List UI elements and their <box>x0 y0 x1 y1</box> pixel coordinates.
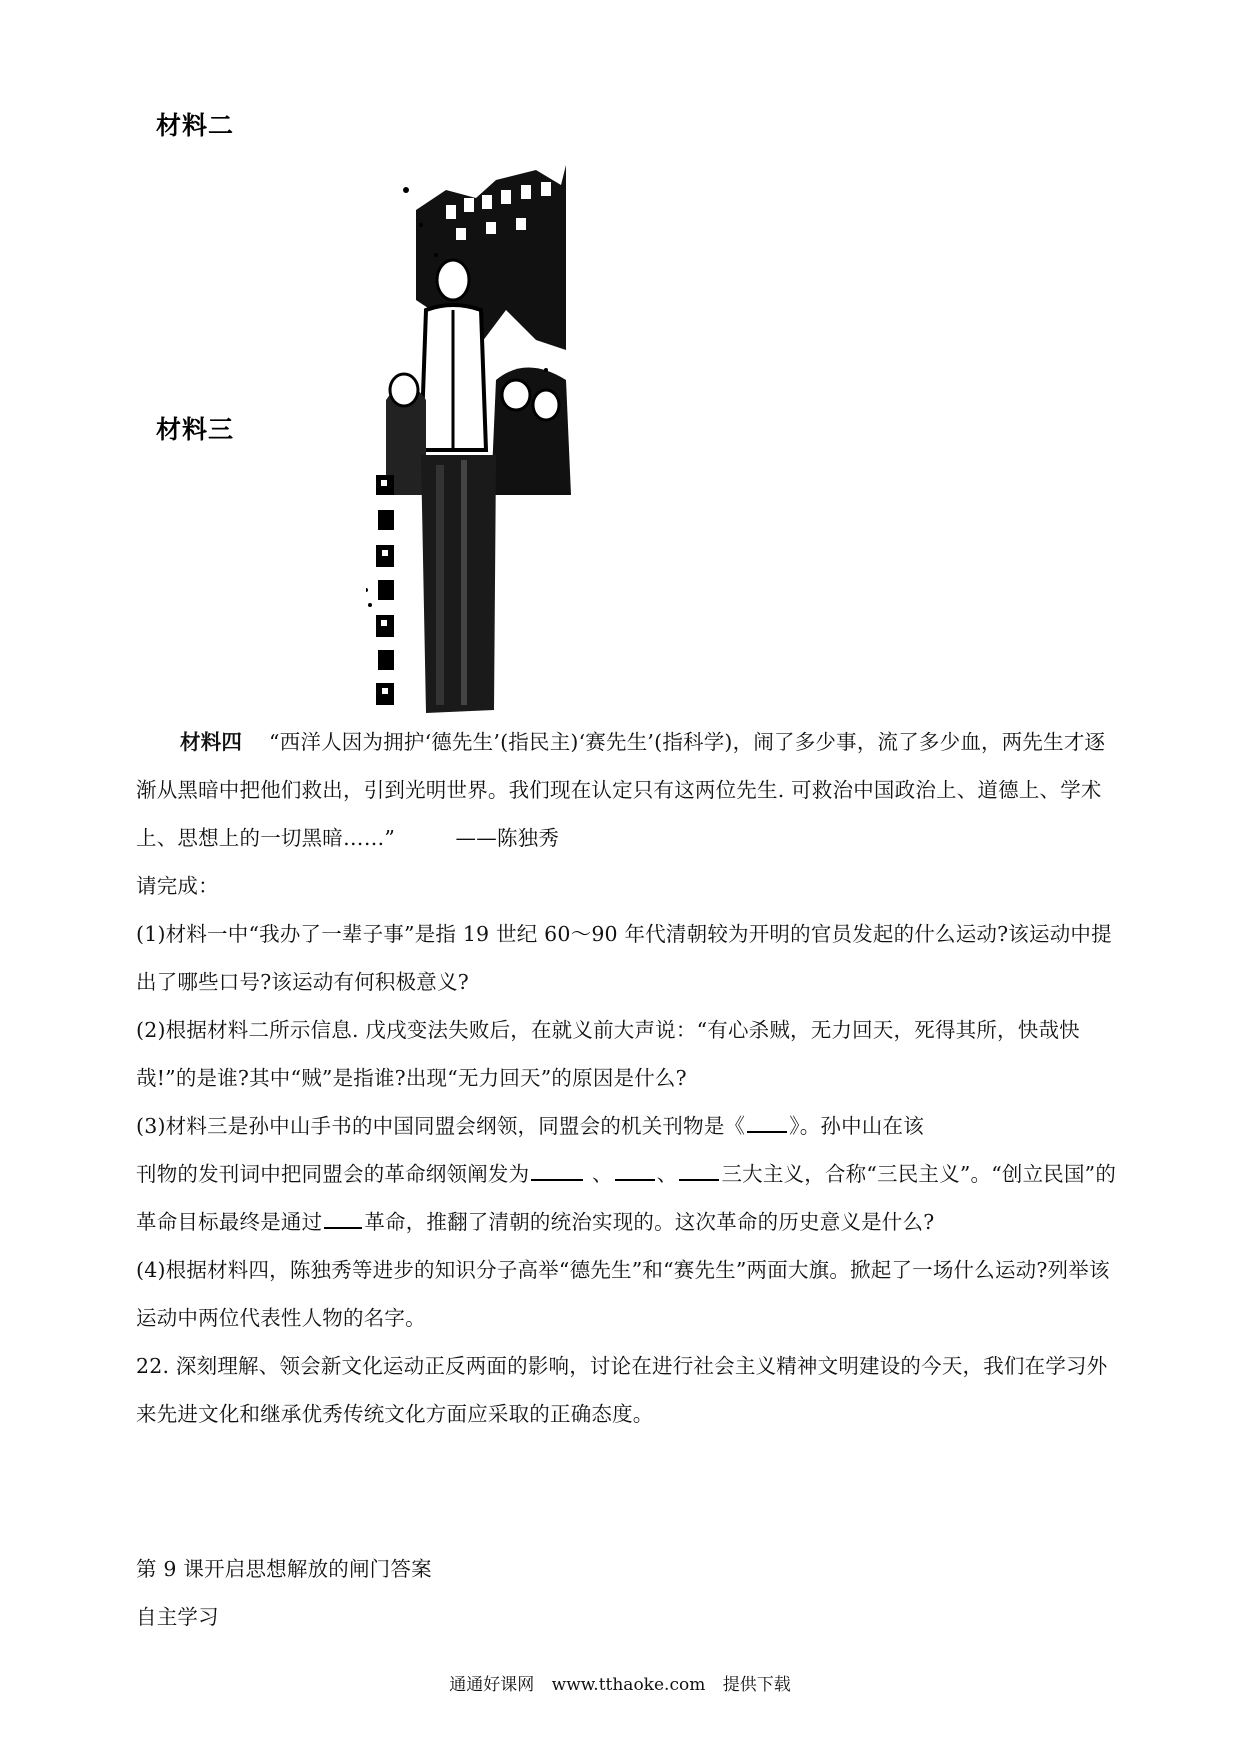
material-figure <box>136 100 581 716</box>
question-3-part-a: (3)材料三是孙中山手书的中国同盟会纲领，同盟会的机关刊物是《 <box>136 1114 746 1138</box>
footer-url[interactable]: www.tthaoke.com <box>551 1675 706 1695</box>
material-4-text: “西洋人因为拥护‘德先生’(指民主)‘赛先生’(指科学)，闹了多少事，流了多少血，两先生才逐渐从黑暗中把他们救出，引到光明世界。我们现在认定只有这两位先生. 可救治中国政治上、道德上、学术上、思想上的一切黑暗……” <box>136 730 1106 850</box>
footer-note: 提供下载 <box>722 1675 791 1695</box>
material-2-label: 材料二 <box>156 111 235 140</box>
question-3-part-b: 》。孙中山在该 <box>789 1114 924 1138</box>
material-4-paragraph <box>136 718 1124 862</box>
question-3-part-c: 刊物的发刊词中把同盟会的革命纲领阐发为 <box>136 1162 530 1186</box>
material-4-label: 材料四 <box>180 730 243 754</box>
answer-blank-revolution[interactable] <box>324 1209 362 1229</box>
material-4-attribution: ——陈独秀 <box>455 826 560 850</box>
footer-site-name: 通通好课网 <box>449 1675 535 1695</box>
material-3-label: 材料三 <box>156 415 235 444</box>
answer-blank-principle-2[interactable] <box>615 1161 655 1181</box>
page-footer <box>0 1670 1240 1695</box>
section-title: 自主学习 <box>136 1605 219 1629</box>
question-3-line1 <box>136 1102 1124 1150</box>
question-3-line2 <box>136 1150 1124 1246</box>
question-4: (4)根据材料四，陈独秀等进步的知识分子高举“德先生”和“赛先生”两面大旗。掀起了一场什么运动?列举该运动中两位代表性人物的名字。 <box>136 1258 1110 1330</box>
answer-title: 第 9 课开启思想解放的闸门答案 <box>136 1557 432 1581</box>
material-2-photo <box>386 150 706 495</box>
answer-blank-principle-3[interactable] <box>679 1161 719 1181</box>
question-1: (1)材料一中“我办了一辈子事”是指 19 世纪 60～90 年代清朝较为开明的官员发起的什么运动?该运动中提出了哪些口号?该运动有何积极意义? <box>136 922 1112 994</box>
question-3-part-e: 革命，推翻了清朝的统治实现的。这次革命的历史意义是什么? <box>364 1210 935 1234</box>
question-2: (2)根据材料二所示信息. 戊戌变法失败后，在就义前大声说：“有心杀贼，无力回天，死得其所，快哉快哉!”的是谁?其中“贼”是指谁?出现“无力回天”的原因是什么? <box>136 1018 1080 1090</box>
question-3-part-d: 三大主义，合称“三民主义”。“创立民国”的革命目标最终是通过 <box>136 1162 1117 1234</box>
answer-blank-journal[interactable] <box>747 1113 787 1133</box>
question-22: 22. 深刻理解、领会新文化运动正反两面的影响，讨论在进行社会主义精神文明建设的今天，我们在学习外来先进文化和继承优秀传统文化方面应采取的正确态度。 <box>136 1354 1108 1426</box>
material-3-calligraphy <box>366 455 566 715</box>
prompt-text: 请完成： <box>136 874 219 898</box>
questions-block <box>136 718 1124 1438</box>
answer-blank-principle-1[interactable] <box>531 1161 583 1181</box>
answer-section <box>136 1545 1124 1641</box>
question-3-sep-1: 、 <box>585 1162 613 1186</box>
question-3-sep-2: 、 <box>656 1162 678 1186</box>
